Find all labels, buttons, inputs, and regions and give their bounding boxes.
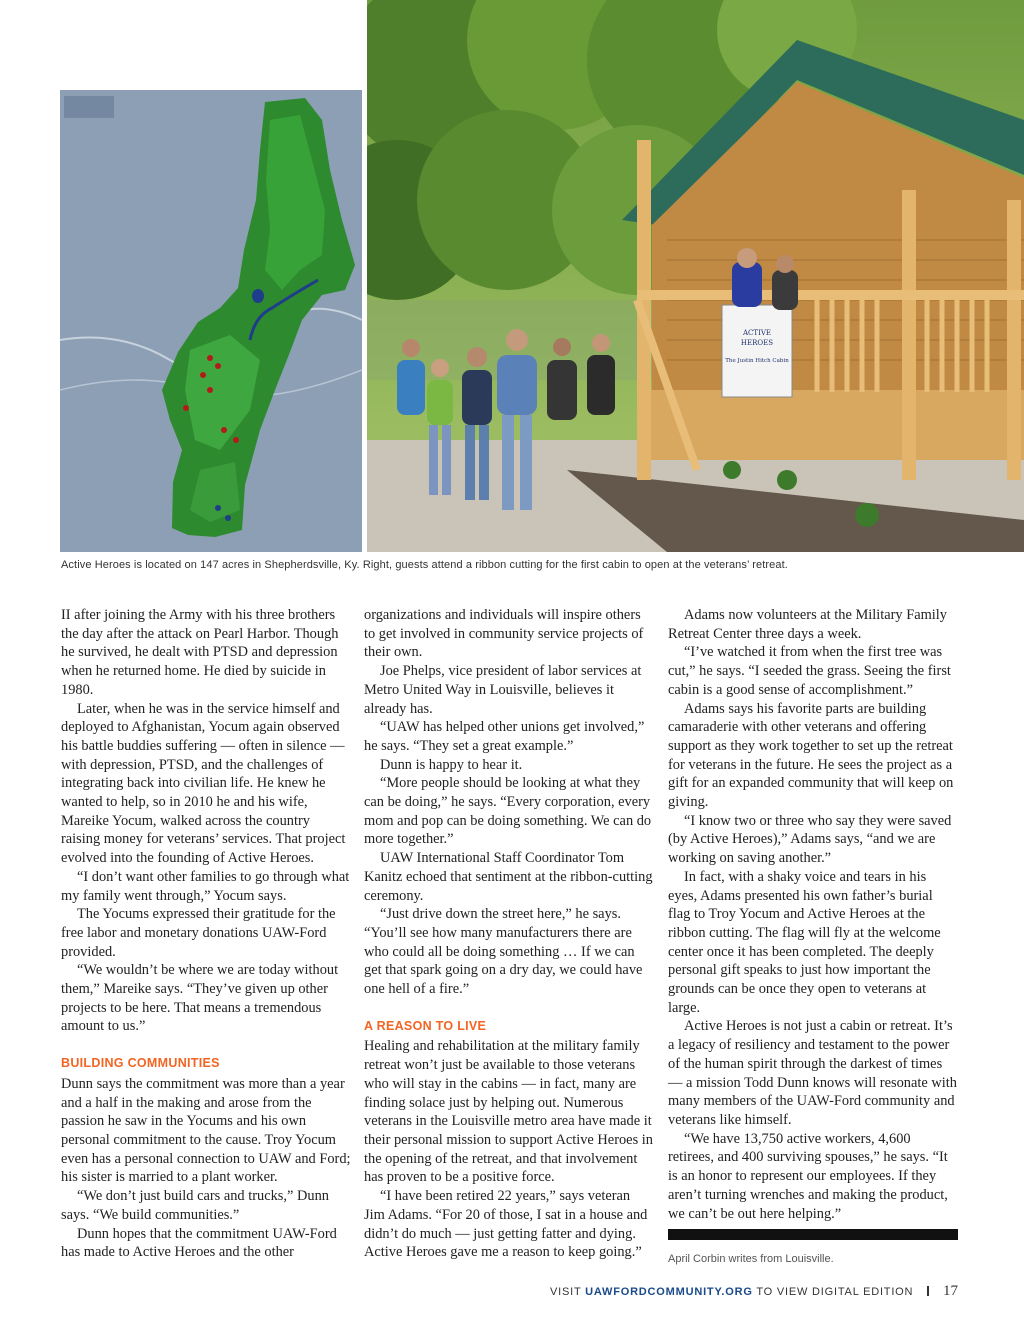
paragraph: “We have 13,750 active workers, 4,600 retirees, and 400 surviving spouses,” he says. “It is an honor to represent our employees. If they aren’t turning wrenches and making the product, we can’t be out here helping.” — [668, 1130, 948, 1222]
paragraph: Adams now volunteers at the Military Family Retreat Center three days a week. — [668, 607, 947, 642]
paragraph: Dunn is happy to hear it. — [380, 756, 523, 773]
paragraph: Later, when he was in the service himself and deployed to Afghanistan, Yocum again observed his battle buddies suffering — often in silence — with depression, PTSD, and the challenges of integrating back into civilian life. He knew he wanted to help, so in 2010 he and his wife, Mareike Yocum, walked across the country raising money for veterans’ services. That project evolved into the founding of Active Heroes. — [61, 700, 346, 867]
site-map-illustration — [60, 90, 362, 552]
footer-digital-edition-text: TO VIEW DIGITAL EDITION — [756, 1286, 914, 1298]
paragraph: Active Heroes is not just a cabin or retreat. It’s a legacy of resiliency and testament to the power of the human spirit through the darkest of times — a mission Todd Dunn knows will resonate with many members of the UAW-Ford community and veterans like himself. — [668, 1018, 957, 1128]
photo-caption: Active Heroes is located on 147 acres in Shepherdsville, Ky. Right, guests attend a ribbon cutting for the first cabin to open at the veterans’ retreat. — [61, 559, 788, 571]
author-byline: April Corbin writes from Louisville. — [668, 1253, 834, 1266]
site-map-photo — [60, 90, 362, 552]
sign-line-3: The Justin Hitch Cabin — [725, 358, 789, 364]
footer-visit-text: VISIT — [549, 1286, 582, 1298]
paragraph: “Just drive down the street here,” he says. “You’ll see how many manufacturers there are who could all be doing something … If we can get that spark going on a dry day, we could have one hell of a fire.” — [364, 906, 643, 998]
paragraph: “I have been retired 22 years,” says veteran Jim Adams. “For 20 of those, I sat in a house and didn’t do much — just getting fatter and dying. Active Heroes gave me a reason to keep going.” — [364, 1188, 648, 1261]
cabin-ribbon-cutting-photo — [367, 0, 1024, 552]
paragraph: “I don’t want other families to go through what my family went through,” Yocum says. — [61, 868, 350, 904]
sign-line-2: HEROES — [740, 339, 774, 347]
article-column-3 — [668, 606, 958, 1269]
sign-line-1: ACTIVE — [742, 329, 772, 337]
paragraph: Adams says his favorite parts are building camaraderie with other veterans and offering support as they work together to set up the retreat for veterans in the future. He sees the project as a gift for an expanded community that will keep on giving. — [668, 700, 954, 811]
paragraph: The Yocums expressed their gratitude for the free labor and monetary donations UAW-Ford provided. — [61, 906, 336, 960]
paragraph: “We wouldn’t be where we are today without them,” Mareike says. “They’ve given up other projects to be here. That means a tremendous amount to us.” — [61, 962, 339, 1035]
paragraph: UAW International Staff Coordinator Tom Kanitz echoed that sentiment at the ribbon-cutting ceremony. — [364, 850, 653, 904]
paragraph: “I’ve watched it from when the first tree was cut,” he says. “I seeded the grass. Seeing the first cabin is a good sense of accomplishment.” — [668, 644, 951, 698]
section-heading: A REASON TO LIVE — [364, 1018, 487, 1033]
paragraph: “UAW has helped other unions get involved,” he says. “They set a great example.” — [364, 719, 645, 754]
paragraph: organizations and individuals will inspire others to get involved in community service projects of their own. — [364, 607, 644, 661]
paragraph: Dunn hopes that the commitment UAW-Ford has made to Active Heroes and the other — [61, 1225, 337, 1261]
paragraph: “We don’t just build cars and trucks,” Dunn says. “We build communities.” — [61, 1188, 329, 1223]
page-number: 17 — [943, 1283, 958, 1299]
footer-divider — [927, 1286, 929, 1296]
paragraph: Dunn says the commitment was more than a year and a half in the making and arose from the passion he saw in the Yocums and his own personal commitment to the cause. Troy Yocum even has a personal connection to UAW and Ford; his sister is married to a plant worker. — [61, 1075, 351, 1186]
paragraph: Healing and rehabilitation at the military family retreat won’t just be available to those veterans who will stay in the cabins — in fact, many are finding solace just by helping out. Numerous veterans in the Louisville metro area have made it their personal mission to support Active Heroes in the opening of the retreat, and that involvement has proven to be a positive force. — [364, 1038, 653, 1186]
page-footer — [550, 1283, 958, 1300]
paragraph: II after joining the Army with his three brothers the day after the attack on Pearl Harbor. Though he survived, he dealt with PTSD and depression when he returned home. He died by suicide in 1980. — [61, 607, 339, 698]
end-rule-divider — [668, 1229, 958, 1240]
footer-url-link[interactable]: UAWFORDCOMMUNITY.ORG — [585, 1286, 753, 1298]
article-column-2 — [364, 606, 654, 1262]
paragraph: In fact, with a shaky voice and tears in his eyes, Adams presented his own father’s burial flag to Troy Yocum and Active Heroes at the ribbon cutting. The flag will fly at the welcome center once it has been completed. The deeply personal gift speaks to just how important the grounds can be once they open to veterans at large. — [668, 868, 941, 1016]
cabin-scene-illustration — [367, 0, 1024, 552]
paragraph: “I know two or three who say they were saved (by Active Heroes),” Adams says, “and we are working on saving another.” — [668, 812, 952, 867]
section-heading: BUILDING COMMUNITIES — [61, 1056, 220, 1071]
paragraph: “More people should be looking at what they can be doing,” he says. “Every corporation, every mom and pop can be doing something. We can do more together.” — [364, 775, 652, 848]
article-column-1 — [61, 606, 351, 1262]
paragraph: Joe Phelps, vice president of labor services at Metro United Way in Louisville, believes it already has. — [364, 663, 642, 717]
